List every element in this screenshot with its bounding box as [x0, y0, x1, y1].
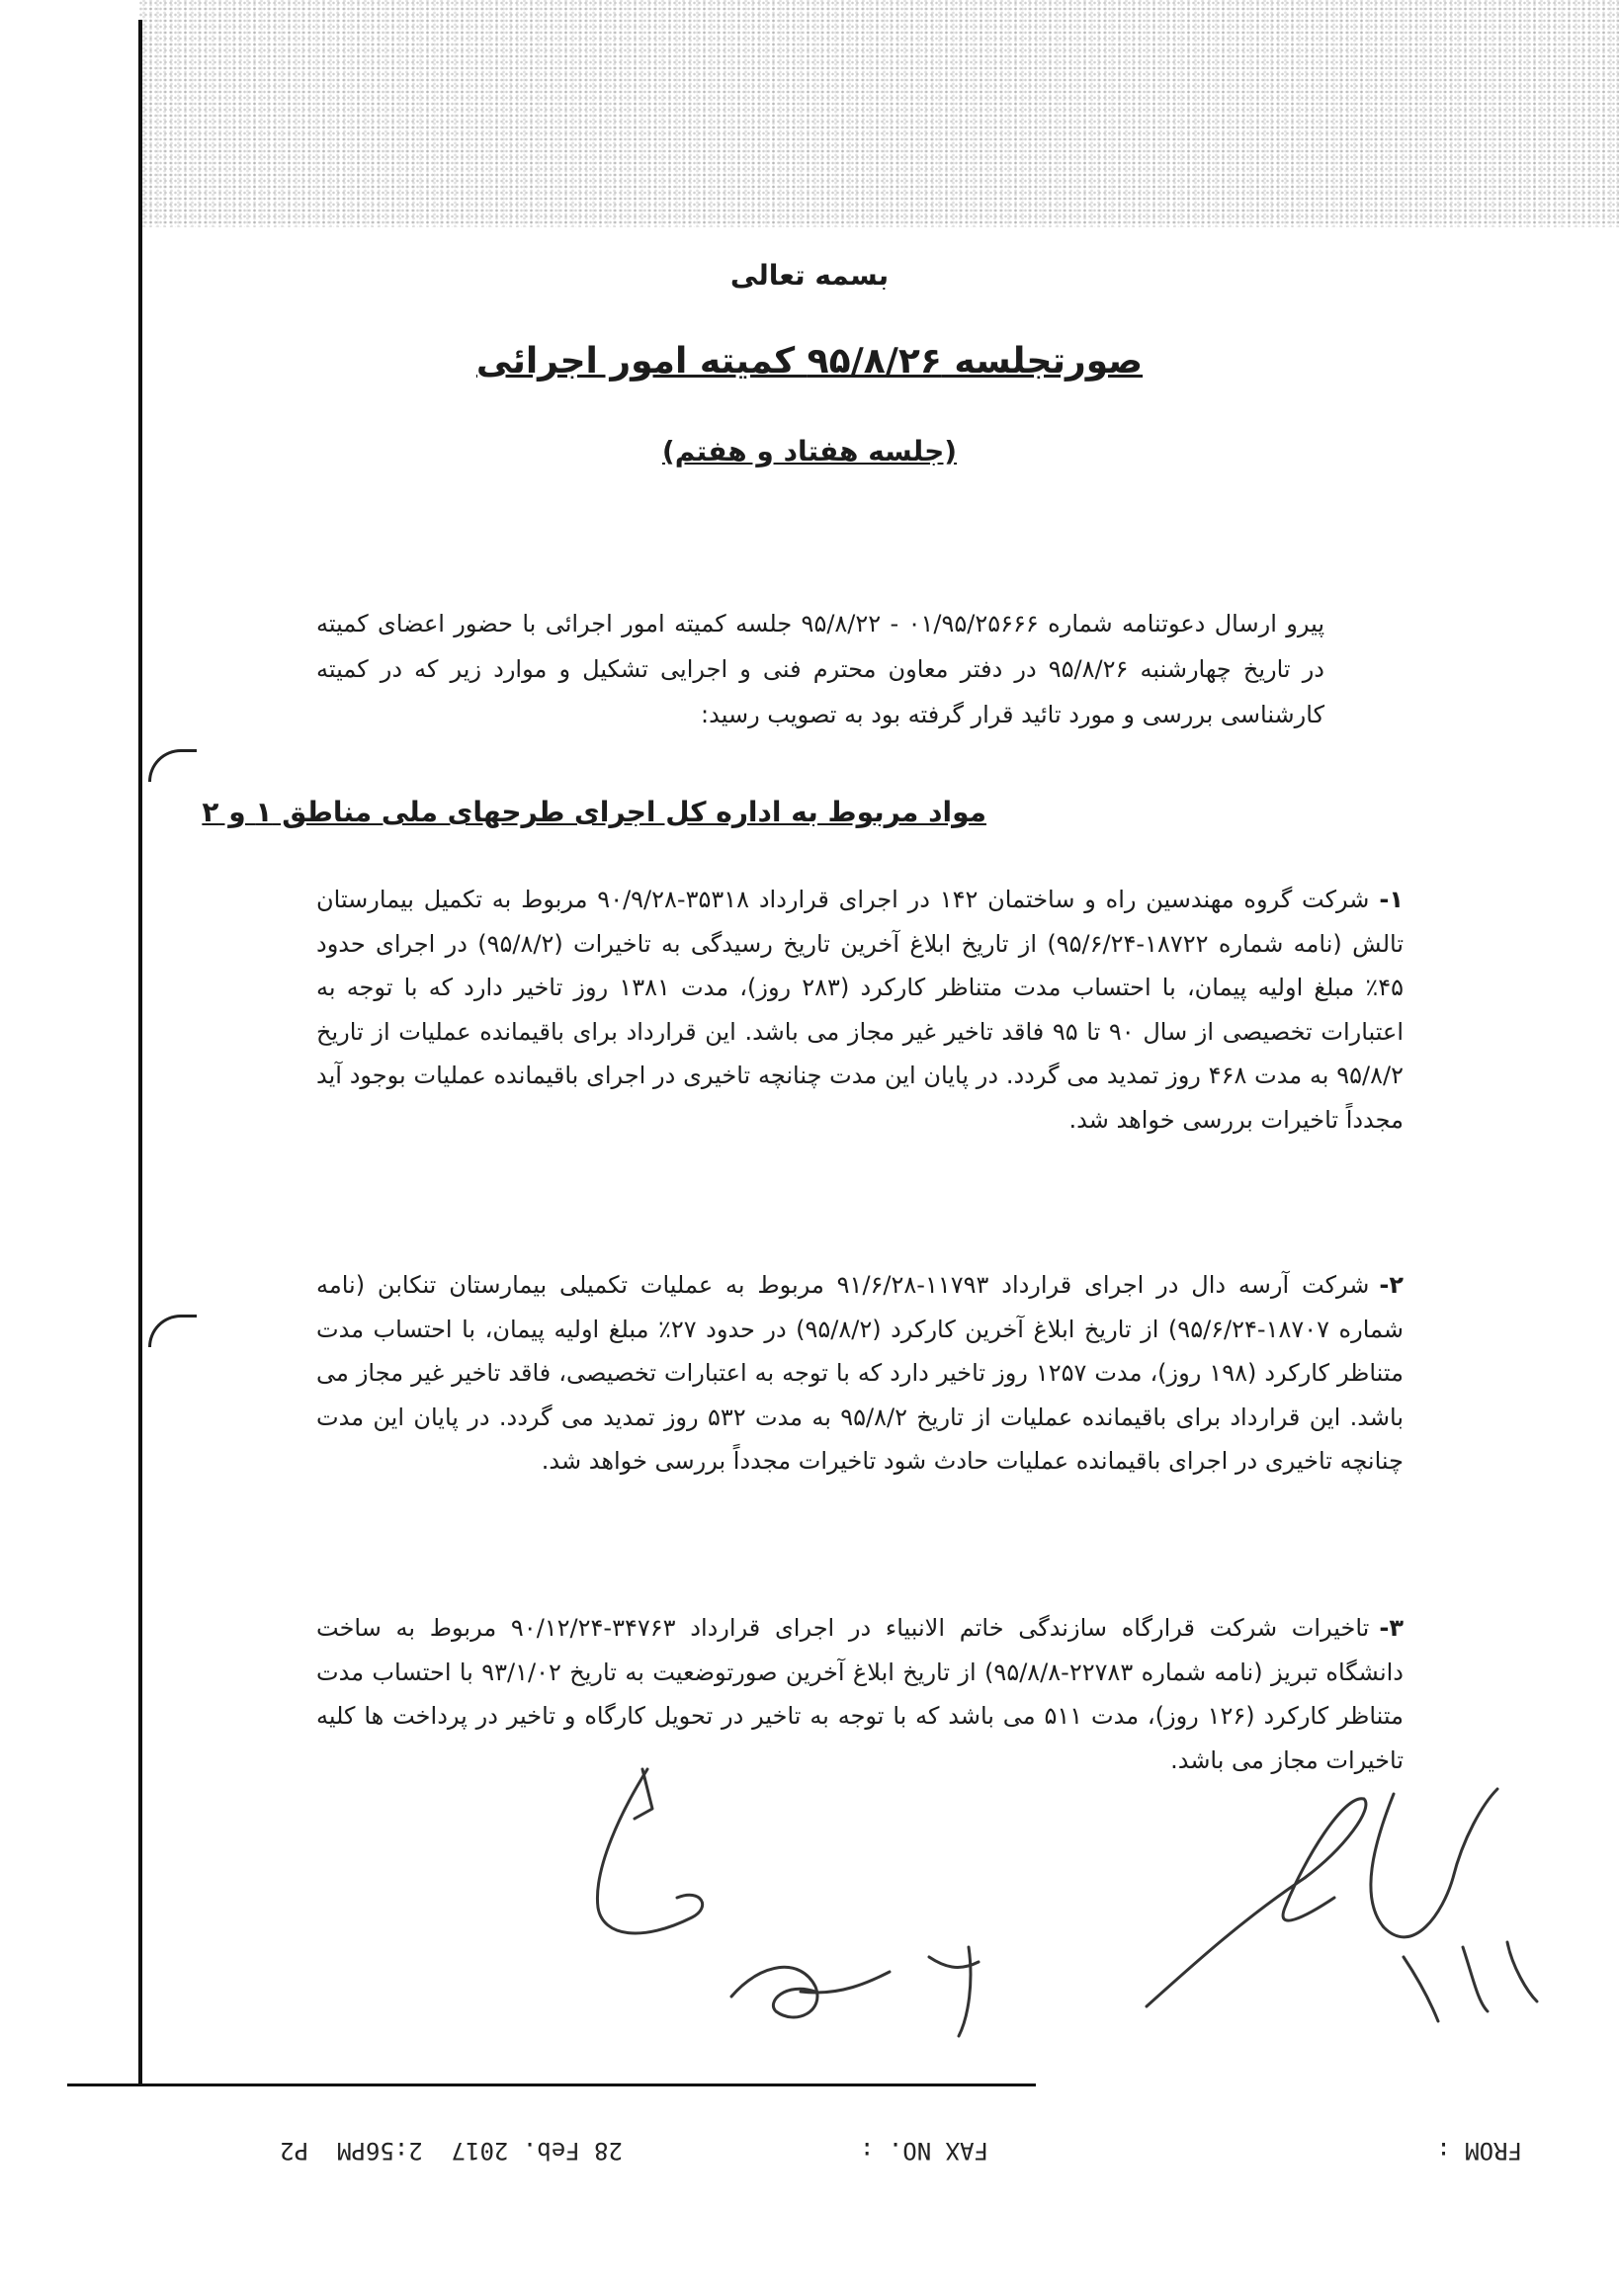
signature-mark: [1147, 1799, 1366, 2006]
punch-hole-mark: [148, 1315, 197, 1347]
item-text: تاخیرات شرکت قرارگاه سازندگی خاتم الانبیاء در اجرای قرارداد ۳۴۷۶۳-۹۰/۱۲/۲۴ مربوط به ساخت دانشگاه تبریز (نامه شماره ۲۲۷۸۳-۹۵/۸/۸) از تاریخ ابلاغ آخرین صورتوضعیت به تاریخ ۹۳/۱/۰۲ با احتساب مدت متناظر کارکرد (۱۲۶ روز)، مدت ۵۱۱ می باشد که با توجه به تاخیر در تحویل کارگاه و تاخیر در پرداخت ها کلیه تاخیرات مجاز می باشد.: [316, 1614, 1404, 1774]
punch-hole-mark: [148, 749, 197, 782]
item-number: ۲-: [1379, 1271, 1404, 1299]
item-number: ۳-: [1379, 1614, 1404, 1642]
page-edge-line: [138, 20, 142, 2085]
fax-datetime: 28 Feb. 2017 2:56PM P2: [280, 2137, 623, 2165]
fax-transmission-header: [148, 2125, 1522, 2165]
session-number: (جلسه هفتاد و هفتم): [661, 435, 958, 468]
list-item: [316, 1263, 1404, 1484]
signature-mark: [1463, 1947, 1488, 2011]
section-heading: مواد مربوط به اداره کل اجرای طرحهای ملی مناطق ۱ و ۲: [202, 796, 986, 828]
scan-noise-strip: [138, 0, 1619, 227]
signature-mark: [1371, 1789, 1497, 1937]
fax-from-label: FROM :: [1436, 2137, 1522, 2165]
item-text: شرکت گروه مهندسین راه و ساختمان ۱۴۲ در اجرای قرارداد ۳۵۳۱۸-۹۰/۹/۲۸ مربوط به تکمیل بیمارستان تالش (نامه شماره ۱۸۷۲۲-۹۵/۶/۲۴) از تاریخ ابلاغ آخرین تاریخ رسیدگی به تاخیرات (۹۵/۸/۲) در اجرای حدود ۴۵٪ مبلغ اولیه پیمان، با احتساب مدت متناظر کارکرد (۲۸۳ روز)، مدت ۱۳۸۱ روز تاخیر دارد که با توجه به اعتبارات تخصیصی از سال ۹۰ تا ۹۵ فاقد تاخیر غیر مجاز می باشد. این قرارداد برای باقیمانده عملیات از تاریخ ۹۵/۸/۲ به مدت ۴۶۸ روز تمدید می گردد. در پایان این مدت چنانچه تاخیری در اجرای باقیمانده عملیات بوجود آید مجدداً تاخیرات بررسی خواهد شد.: [316, 886, 1405, 1134]
signature-mark: [635, 1769, 652, 1819]
signature-mark: [1404, 1957, 1438, 2021]
item-text: شرکت آرسه دال در اجرای قرارداد ۱۱۷۹۳-۹۱/۶/۲۸ مربوط به عملیات تکمیلی بیمارستان تنکابن (نامه شماره ۱۸۷۰۷-۹۵/۶/۲۴) از تاریخ ابلاغ آخرین کارکرد (۹۵/۸/۲) در حدود ۲۷٪ مبلغ اولیه پیمان، با احتساب مدت متناظر کارکرد (۱۹۸ روز)، مدت ۱۲۵۷ روز تاخیر دارد که با توجه به اعتبارات تخصیصی، فاقد تاخیر غیر مجاز می باشد. این قرارداد برای باقیمانده عملیات از تاریخ ۹۵/۸/۲ به مدت ۵۳۲ روز تمدید می گردد. در پایان این مدت چنانچه تاخیری در اجرای باقیمانده عملیات حادث شود تاخیرات مجدداً بررسی خواهد شد.: [316, 1271, 1404, 1475]
signature-mark: [959, 1947, 971, 2036]
document-title: صورتجلسه ۹۵/۸/۲۶ کمیته امور اجرائی: [475, 341, 1144, 382]
fax-number-label: FAX NO. :: [859, 2137, 988, 2165]
item-number: ۱-: [1379, 886, 1405, 913]
signature-mark: [1507, 1942, 1537, 2001]
list-item: [316, 878, 1404, 1142]
signatures-area: [554, 1749, 1562, 2076]
basmala-heading: بسمه تعالی: [729, 259, 890, 292]
intro-paragraph: پیرو ارسال دعوتنامه شماره ۰۱/۹۵/۲۵۶۶۶ - ۹۵/۸/۲۲ جلسه کمیته امور اجرائی با حضور اعضای کمیته در تاریخ چهارشنبه ۹۵/۸/۲۶ در دفتر معاون محترم فنی و اجرایی تشکیل و موارد زیر که در کمیته کارشناسی بررسی و مورد تائید قرار گرفته بود به تصویب رسید:: [316, 610, 1324, 728]
footer-divider: [67, 2083, 1036, 2086]
